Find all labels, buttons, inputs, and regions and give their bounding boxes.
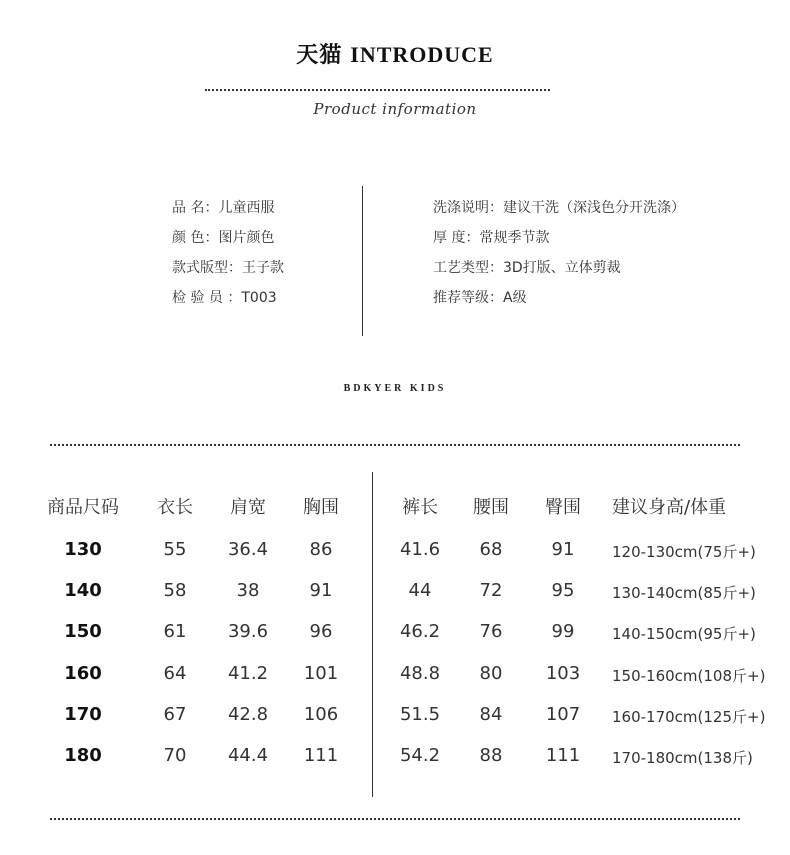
- info-row-craft: 工艺类型：3D打版、立体剪裁: [433, 260, 621, 276]
- table-cell: 68: [479, 539, 503, 560]
- table-cell: 38: [236, 580, 260, 601]
- page-title: [0, 38, 790, 69]
- size-cell: 130: [64, 539, 102, 560]
- info-row-thickness: 厚 度：常规季节款: [433, 230, 550, 246]
- title-cn: 天猫: [296, 43, 343, 68]
- table-cell: 150-160cm(108斤+): [612, 667, 766, 685]
- table-cell: 51.5: [399, 704, 441, 725]
- info-row-grade: 推荐等级：A级: [433, 290, 527, 306]
- table-cell: 86: [309, 539, 333, 560]
- table-cell: 140-150cm(95斤+): [612, 625, 756, 643]
- table-cell: 70: [163, 745, 187, 766]
- size-cell: 180: [64, 745, 102, 766]
- header-chest: 胸围: [303, 497, 339, 518]
- table-cell: 80: [479, 663, 503, 684]
- table-cell: 91: [551, 539, 575, 560]
- table-cell: 96: [309, 621, 333, 642]
- info-right: [433, 193, 685, 313]
- size-cell: 140: [64, 580, 102, 601]
- table-top-divider: [50, 444, 740, 446]
- table-cell: 39.6: [227, 621, 269, 642]
- table-cell: 46.2: [399, 621, 441, 642]
- table-cell: 42.8: [227, 704, 269, 725]
- table-cell: 72: [479, 580, 503, 601]
- table-cell: 111: [545, 745, 581, 766]
- header-length: 衣长: [157, 497, 193, 518]
- info-row-color: 颜 色：图片颜色: [172, 230, 275, 246]
- table-cell: 54.2: [399, 745, 441, 766]
- table-cell: 76: [479, 621, 503, 642]
- table-cell: 130-140cm(85斤+): [612, 584, 756, 602]
- table-cell: 55: [163, 539, 187, 560]
- table-bottom-divider: [50, 818, 740, 820]
- info-row-style: 款式版型：王子款: [172, 260, 284, 276]
- size-cell: 160: [64, 663, 102, 684]
- header-shoulder: 肩宽: [230, 497, 266, 518]
- table-cell: 44.4: [227, 745, 269, 766]
- table-cell: 103: [545, 663, 581, 684]
- table-cell: 61: [163, 621, 187, 642]
- brand-name: BDKYER KIDS: [343, 383, 447, 394]
- header-pants-length: 裤长: [402, 497, 438, 518]
- table-cell: 106: [303, 704, 339, 725]
- header-waist: 腰围: [473, 497, 509, 518]
- table-cell: 101: [303, 663, 339, 684]
- table-cell: 95: [551, 580, 575, 601]
- table-cell: 67: [163, 704, 187, 725]
- table-cell: 36.4: [227, 539, 269, 560]
- header-divider: [205, 89, 550, 91]
- size-cell: 150: [64, 621, 102, 642]
- table-cell: 107: [545, 704, 581, 725]
- header-hip: 臀围: [545, 497, 581, 518]
- table-cell: 64: [163, 663, 187, 684]
- info-row-name: 品 名：儿童西服: [172, 200, 275, 216]
- table-cell: 48.8: [399, 663, 441, 684]
- table-divider: [372, 472, 373, 797]
- table-cell: 41.2: [227, 663, 269, 684]
- info-row-washing: 洗涤说明：建议干洗（深浅色分开洗涤）: [433, 200, 685, 216]
- title-en: INTRODUCE: [350, 42, 494, 67]
- info-left: [172, 193, 284, 313]
- table-cell: 91: [309, 580, 333, 601]
- table-cell: 88: [479, 745, 503, 766]
- info-row-inspector: 检 验 员 ：T003: [172, 290, 277, 306]
- table-cell: 58: [163, 580, 187, 601]
- size-cell: 170: [64, 704, 102, 725]
- table-cell: 160-170cm(125斤+): [612, 708, 766, 726]
- table-cell: 44: [408, 580, 432, 601]
- table-cell: 111: [303, 745, 339, 766]
- header-recommend: 建议身高/体重: [612, 497, 727, 518]
- table-cell: 84: [479, 704, 503, 725]
- table-cell: 99: [551, 621, 575, 642]
- table-cell: 120-130cm(75斤+): [612, 543, 756, 561]
- page-subtitle: Product information: [313, 100, 477, 118]
- table-cell: 41.6: [399, 539, 441, 560]
- header-size: 商品尺码: [47, 497, 119, 518]
- table-cell: 170-180cm(138斤): [612, 749, 753, 767]
- info-divider: [362, 186, 363, 336]
